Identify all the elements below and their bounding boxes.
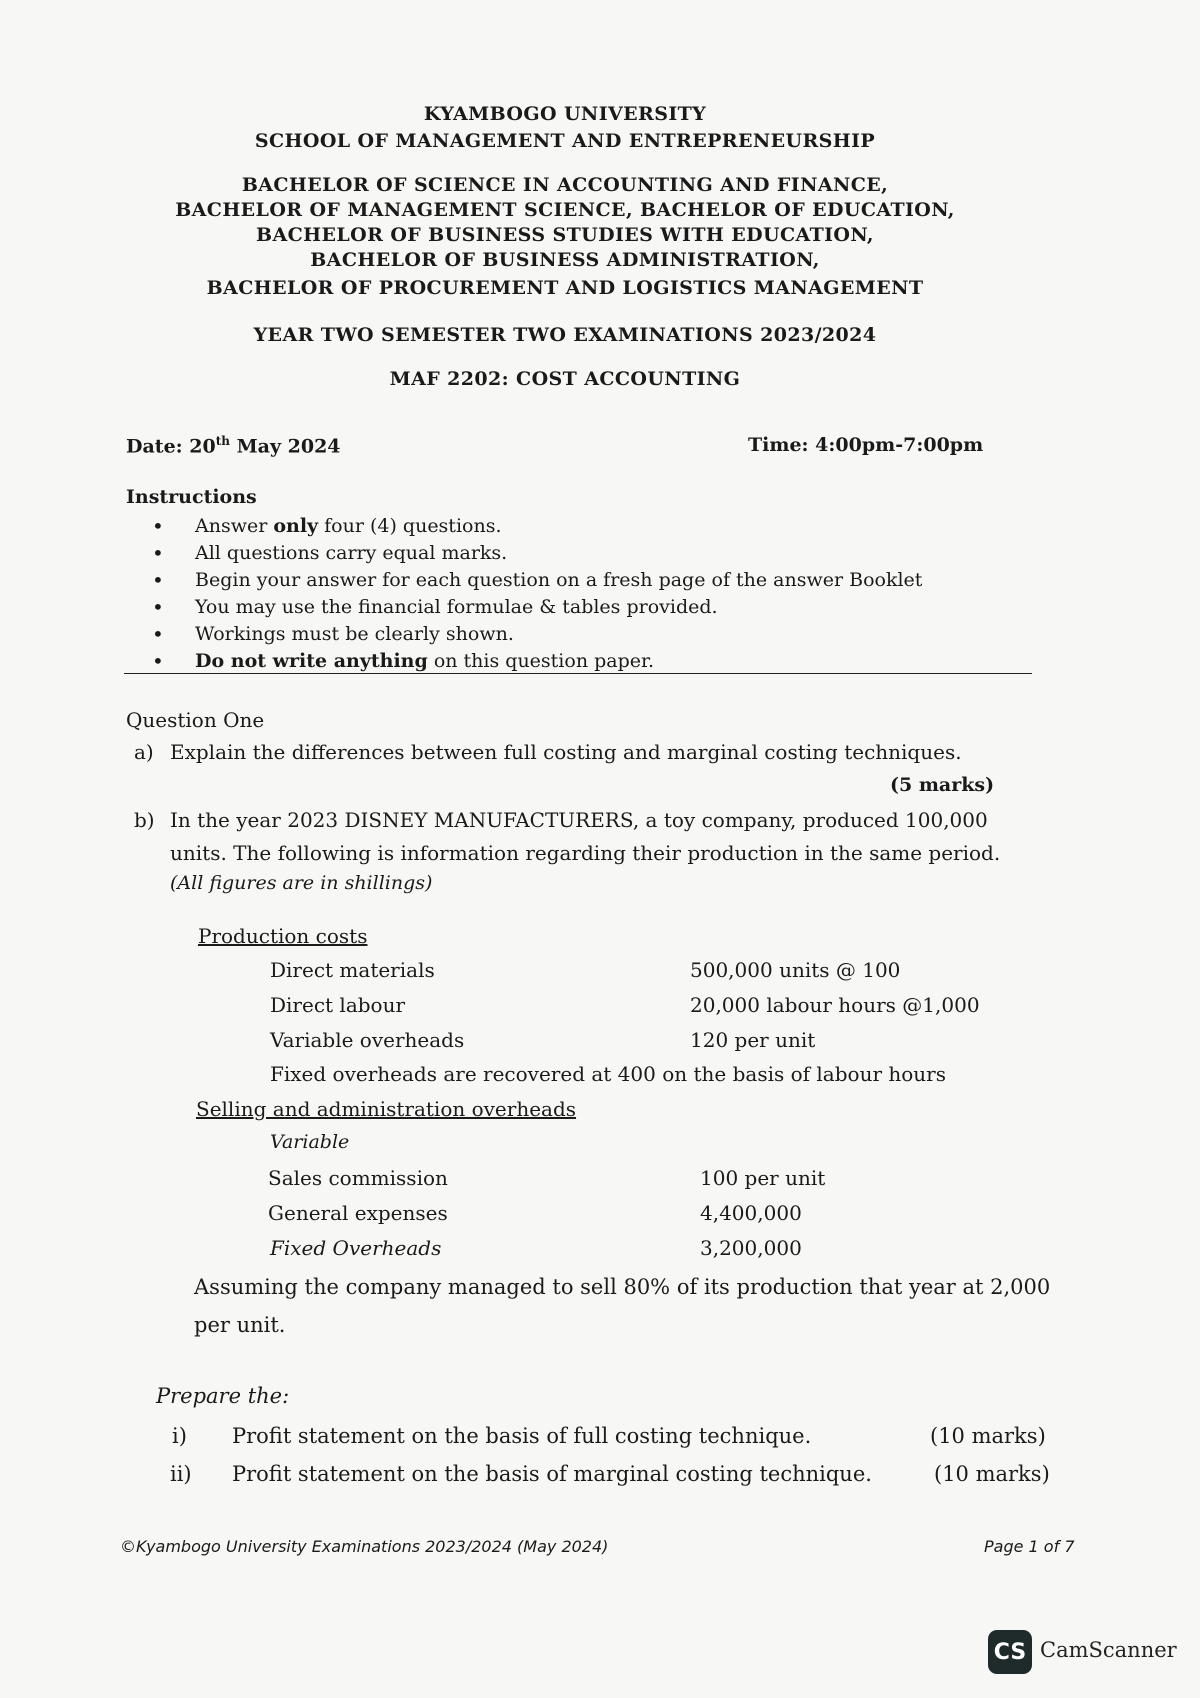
sub-part-marks: (10 marks) — [934, 1462, 1050, 1486]
instructions-title: Instructions — [126, 486, 257, 508]
instruction-item: • You may use the financial formulae & tables provided. — [152, 594, 922, 621]
cost-value: 20,000 labour hours @1,000 — [690, 993, 980, 1017]
sub-part-number: i) — [172, 1424, 187, 1448]
part-b-line: units. The following is information regarding their production in the same period. — [170, 841, 1001, 865]
programme-line: BACHELOR OF MANAGEMENT SCIENCE, BACHELOR OF EDUCATION, — [175, 199, 955, 221]
exam-title: YEAR TWO SEMESTER TWO EXAMINATIONS 2023/2024 — [253, 324, 877, 346]
exam-time: Time: 4:00pm-7:00pm — [748, 434, 984, 456]
cost-value: 500,000 units @ 100 — [690, 958, 901, 982]
instruction-item: • Answer only four (4) questions. — [152, 513, 922, 540]
programme-line: BACHELOR OF BUSINESS ADMINISTRATION, — [310, 249, 820, 271]
programme-line: BACHELOR OF SCIENCE IN ACCOUNTING AND FINANCE, — [241, 174, 889, 196]
cost-value: 4,400,000 — [700, 1201, 802, 1225]
instruction-item: • Workings must be clearly shown. — [152, 621, 922, 648]
question-title: Question One — [126, 708, 265, 732]
production-costs-title: Production costs — [198, 924, 368, 948]
fixed-overheads-label: Fixed Overheads — [270, 1236, 442, 1260]
divider-line — [124, 673, 1032, 674]
instruction-item: • Begin your answer for each question on a fresh page of the answer Booklet — [152, 567, 922, 594]
assumption-line: per unit. — [194, 1313, 286, 1337]
part-b-note: (All figures are in shillings) — [170, 872, 433, 894]
cost-label: Direct materials — [270, 958, 435, 982]
sub-part-marks: (10 marks) — [930, 1424, 1046, 1448]
prepare-label: Prepare the: — [156, 1384, 290, 1408]
exam-date: Date: 20th May 2024 — [126, 434, 341, 458]
cost-label: Variable overheads — [270, 1028, 465, 1052]
course-title: MAF 2202: COST ACCOUNTING — [389, 368, 741, 390]
instruction-item: • All questions carry equal marks. — [152, 540, 922, 567]
programme-line: BACHELOR OF BUSINESS STUDIES WITH EDUCATION, — [256, 224, 874, 246]
sub-part-text: Profit statement on the basis of marginal costing technique. — [232, 1462, 872, 1486]
part-b-label: b) — [134, 808, 155, 832]
fixed-overheads-note: Fixed overheads are recovered at 400 on the basis of labour hours — [270, 1062, 946, 1086]
variable-label: Variable — [270, 1131, 350, 1153]
camscanner-logo-icon: CS — [988, 1630, 1032, 1674]
sub-part-text: Profit statement on the basis of full costing technique. — [232, 1424, 812, 1448]
school-name: SCHOOL OF MANAGEMENT AND ENTREPRENEURSHIP — [254, 130, 876, 152]
footer-copyright: ©Kyambogo University Examinations 2023/2024 (May 2024) — [120, 1537, 609, 1556]
part-a-label: a) — [134, 740, 154, 764]
cost-value: 120 per unit — [690, 1028, 816, 1052]
camscanner-watermark: CamScanner — [1040, 1638, 1177, 1662]
cost-value: 3,200,000 — [700, 1236, 802, 1260]
sub-part-number: ii) — [170, 1462, 192, 1486]
instructions-list — [152, 513, 922, 675]
cost-label: Sales commission — [268, 1166, 448, 1190]
part-b-line: In the year 2023 DISNEY MANUFACTURERS, a toy company, produced 100,000 — [170, 808, 988, 832]
programme-line: BACHELOR OF PROCUREMENT AND LOGISTICS MANAGEMENT — [206, 277, 924, 299]
part-a-text: Explain the differences between full costing and marginal costing techniques. — [170, 740, 962, 764]
cost-value: 100 per unit — [700, 1166, 826, 1190]
part-a-marks: (5 marks) — [890, 774, 995, 796]
university-name: KYAMBOGO UNIVERSITY — [423, 103, 707, 125]
cost-label: General expenses — [268, 1201, 448, 1225]
assumption-line: Assuming the company managed to sell 80% of its production that year at 2,000 — [194, 1275, 1051, 1299]
selling-admin-title: Selling and administration overheads — [196, 1097, 577, 1121]
cost-label: Direct labour — [270, 993, 406, 1017]
footer-page-number: Page 1 of 7 — [984, 1537, 1075, 1556]
instruction-item: • Do not write anything on this question paper. — [152, 648, 922, 675]
